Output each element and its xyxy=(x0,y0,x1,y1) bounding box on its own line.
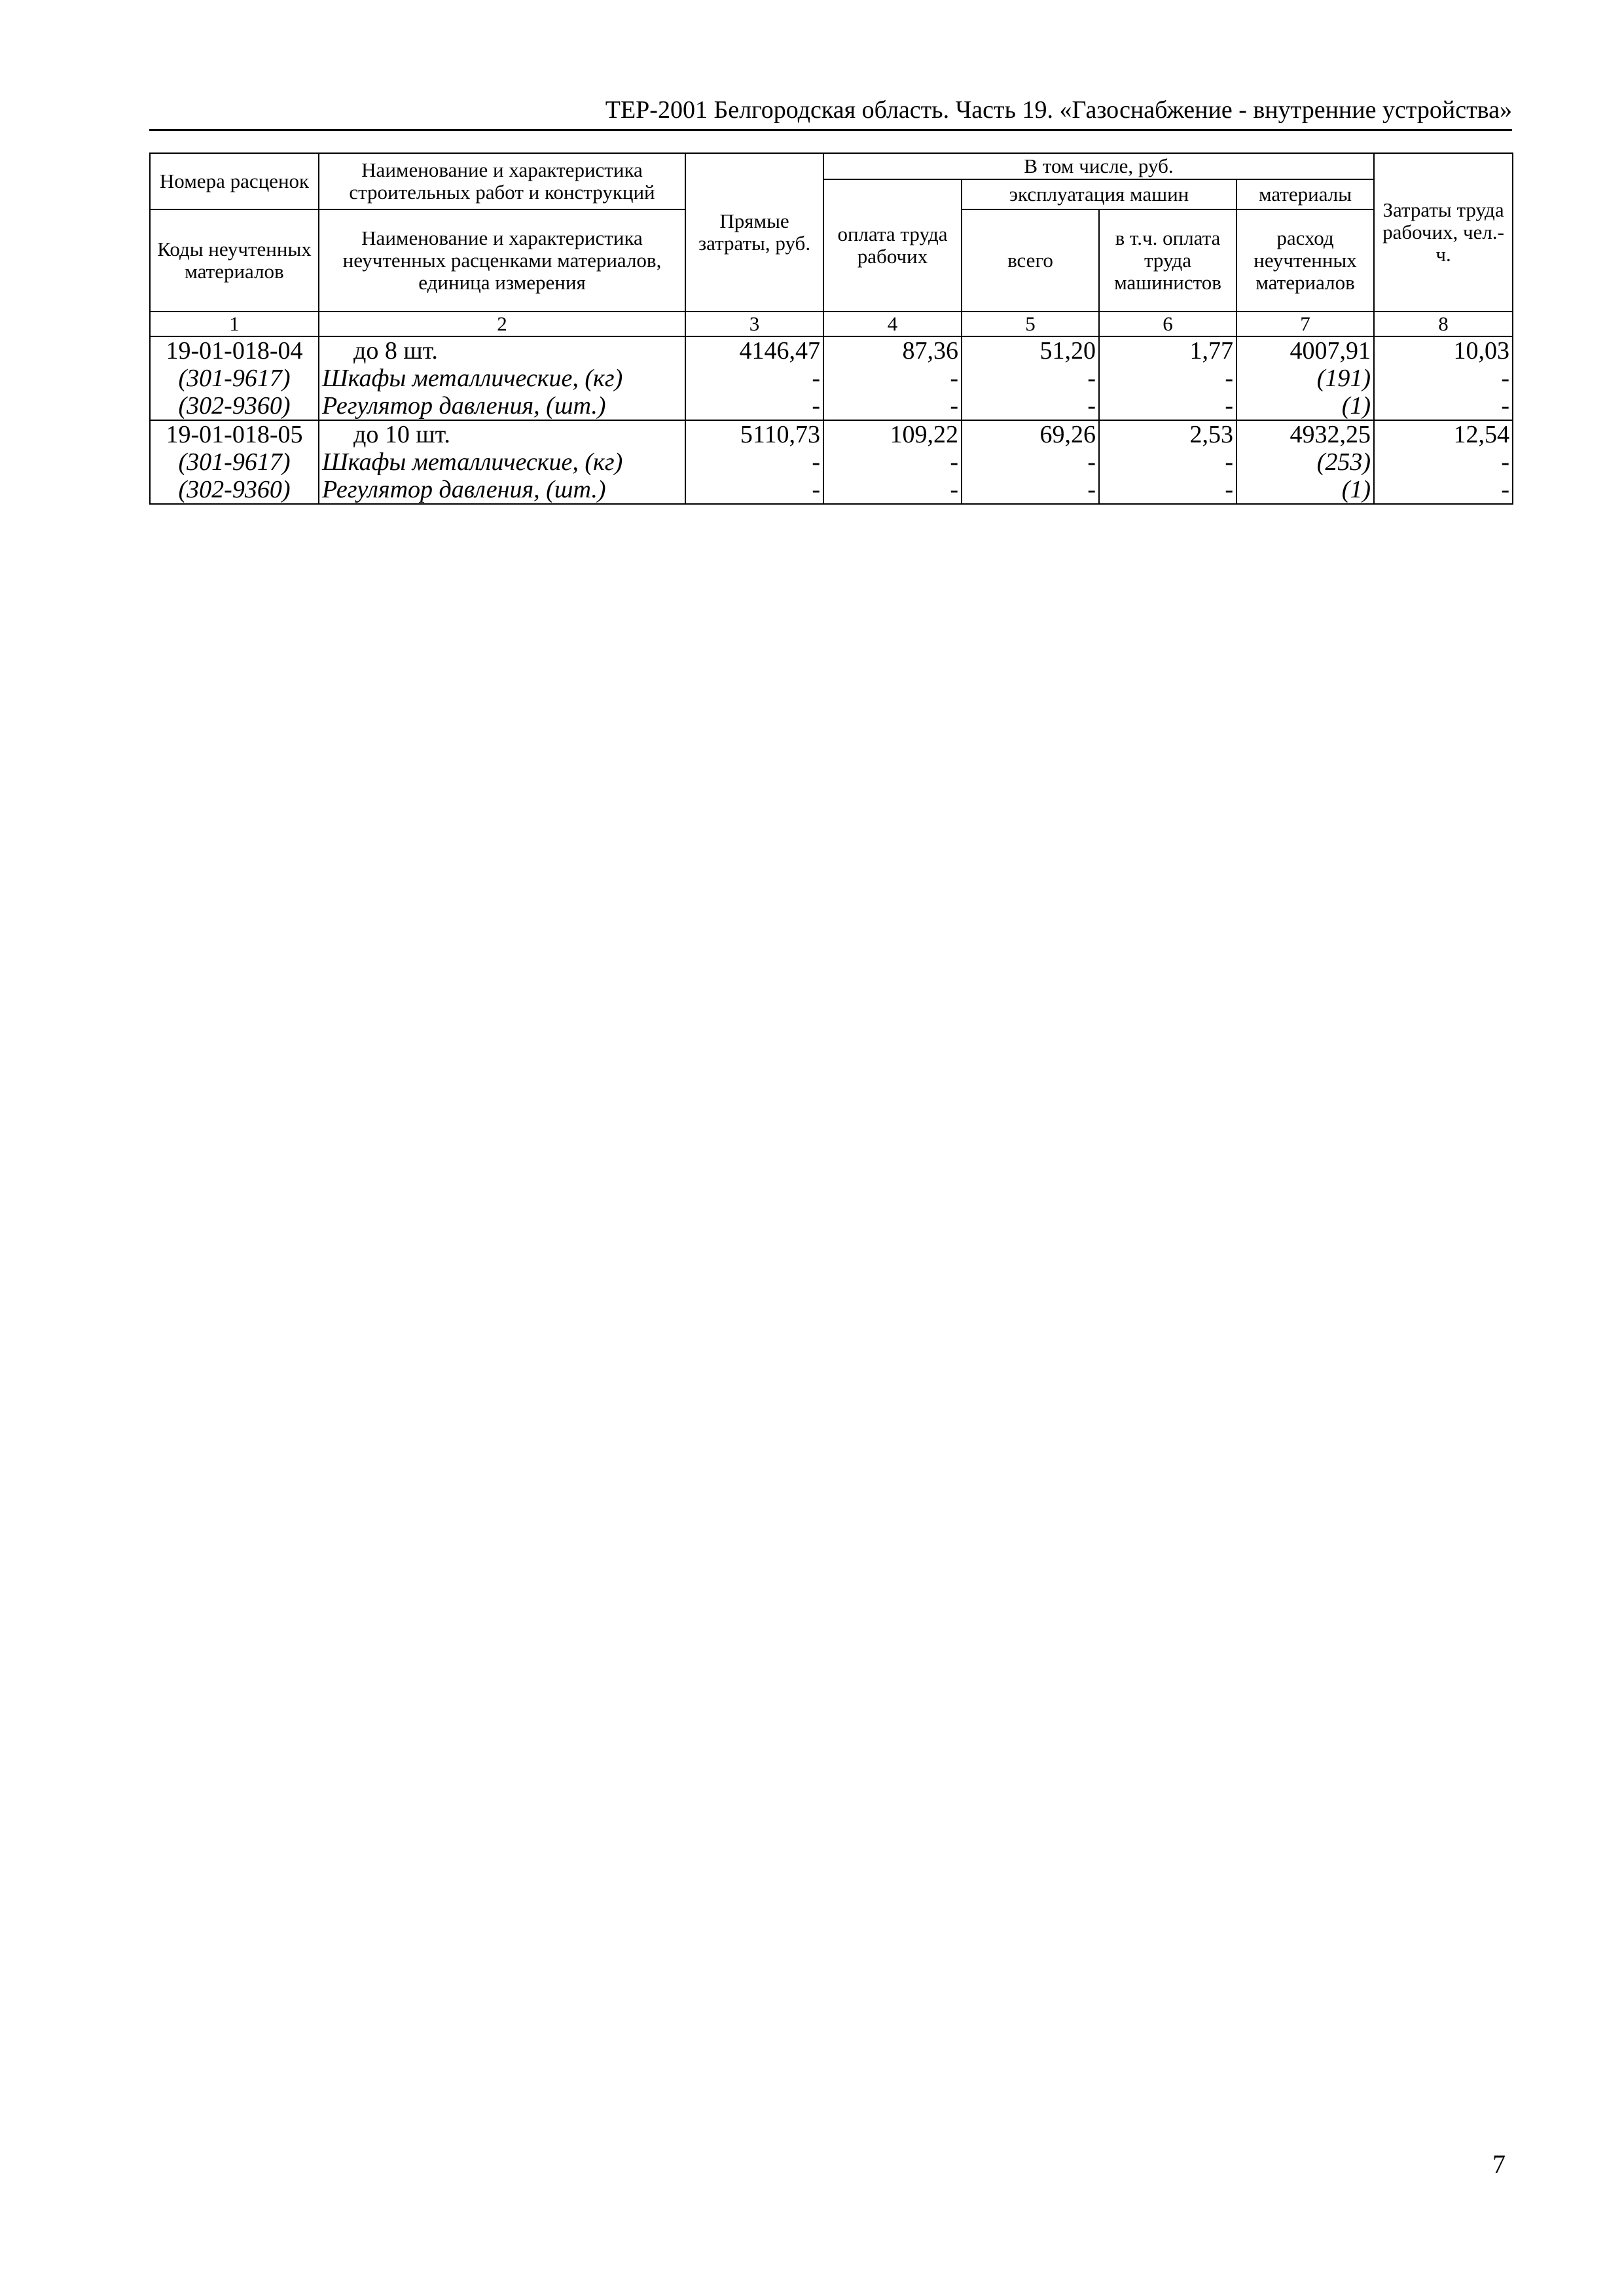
labor-hours: - xyxy=(1374,448,1513,476)
labor-pay: 87,36 xyxy=(823,336,962,365)
materials-cost: 4007,91 xyxy=(1236,336,1374,365)
machinist-pay: 2,53 xyxy=(1099,420,1236,448)
column-number: 8 xyxy=(1374,312,1513,336)
material-name: Регулятор давления, (шт.) xyxy=(319,392,685,420)
material-row xyxy=(150,476,1513,504)
labor-hours: - xyxy=(1374,392,1513,420)
header-rule xyxy=(149,129,1512,131)
machines-total: - xyxy=(962,448,1099,476)
col-rate-numbers-header: Номера расценок xyxy=(150,153,319,209)
direct-costs: 5110,73 xyxy=(685,420,823,448)
column-number: 1 xyxy=(150,312,319,336)
table-body xyxy=(150,336,1513,504)
machinist-pay: - xyxy=(1099,476,1236,504)
material-row xyxy=(150,392,1513,420)
labor-pay: - xyxy=(823,392,962,420)
group-including-header: В том числе, руб. xyxy=(823,153,1374,179)
materials-consumption: (253) xyxy=(1236,448,1374,476)
col-work-name-header: Наименование и характеристика строительных работ и конструкций xyxy=(319,153,685,209)
col-direct-costs-header: Прямые затраты, руб. xyxy=(685,153,823,312)
labor-pay: - xyxy=(823,365,962,392)
col-material-codes-header: Коды неучтенных материалов xyxy=(150,209,319,312)
material-name: Шкафы металлические, (кг) xyxy=(319,365,685,392)
labor-pay: - xyxy=(823,448,962,476)
material-code: (302-9360) xyxy=(150,392,319,420)
work-name: до 8 шт. xyxy=(319,336,685,365)
direct-costs: - xyxy=(685,392,823,420)
group-machines-header: эксплуатация машин xyxy=(962,179,1236,209)
machinist-pay: - xyxy=(1099,392,1236,420)
direct-costs: - xyxy=(685,476,823,504)
machines-total: 51,20 xyxy=(962,336,1099,365)
machines-total: - xyxy=(962,365,1099,392)
machinist-pay: - xyxy=(1099,365,1236,392)
column-number: 7 xyxy=(1236,312,1374,336)
materials-consumption: (191) xyxy=(1236,365,1374,392)
material-row xyxy=(150,448,1513,476)
direct-costs: - xyxy=(685,448,823,476)
col-machinist-pay-header: в т.ч. оплата труда машинистов xyxy=(1099,209,1236,312)
material-code: (302-9360) xyxy=(150,476,319,504)
work-name: до 10 шт. xyxy=(319,420,685,448)
labor-hours: - xyxy=(1374,365,1513,392)
machines-total: - xyxy=(962,476,1099,504)
column-number: 3 xyxy=(685,312,823,336)
materials-consumption: (1) xyxy=(1236,476,1374,504)
direct-costs: - xyxy=(685,365,823,392)
column-numbers-row xyxy=(150,312,1513,336)
column-number: 4 xyxy=(823,312,962,336)
rate-code: 19-01-018-04 xyxy=(150,336,319,365)
column-number: 5 xyxy=(962,312,1099,336)
table-head xyxy=(150,153,1513,336)
document-title: ТЕР-2001 Белгородская область. Часть 19. «Газоснабжение - внутренние устройства» xyxy=(605,96,1512,124)
materials-cost: 4932,25 xyxy=(1236,420,1374,448)
labor-pay: 109,22 xyxy=(823,420,962,448)
material-name: Шкафы металлические, (кг) xyxy=(319,448,685,476)
group-materials-header: материалы xyxy=(1236,179,1374,209)
labor-pay: - xyxy=(823,476,962,504)
rates-table xyxy=(149,152,1513,505)
labor-hours: 10,03 xyxy=(1374,336,1513,365)
direct-costs: 4146,47 xyxy=(685,336,823,365)
material-code: (301-9617) xyxy=(150,448,319,476)
labor-hours: - xyxy=(1374,476,1513,504)
rate-code: 19-01-018-05 xyxy=(150,420,319,448)
machines-total: 69,26 xyxy=(962,420,1099,448)
rate-row xyxy=(150,420,1513,448)
labor-hours: 12,54 xyxy=(1374,420,1513,448)
col-labor-hours-header: Затраты труда рабочих, чел.-ч. xyxy=(1374,153,1513,312)
machinist-pay: 1,77 xyxy=(1099,336,1236,365)
material-code: (301-9617) xyxy=(150,365,319,392)
column-number: 6 xyxy=(1099,312,1236,336)
page-number: 7 xyxy=(1492,2149,1506,2179)
material-name: Регулятор давления, (шт.) xyxy=(319,476,685,504)
column-number: 2 xyxy=(319,312,685,336)
materials-consumption: (1) xyxy=(1236,392,1374,420)
col-materials-consumption-header: расход неучтенных материалов xyxy=(1236,209,1374,312)
col-machines-total-header: всего xyxy=(962,209,1099,312)
rate-row xyxy=(150,336,1513,365)
col-labor-pay-header: оплата труда рабочих xyxy=(823,179,962,312)
machines-total: - xyxy=(962,392,1099,420)
col-material-name-header: Наименование и характеристика неучтенных расценками материалов, единица измерения xyxy=(319,209,685,312)
machinist-pay: - xyxy=(1099,448,1236,476)
material-row xyxy=(150,365,1513,392)
